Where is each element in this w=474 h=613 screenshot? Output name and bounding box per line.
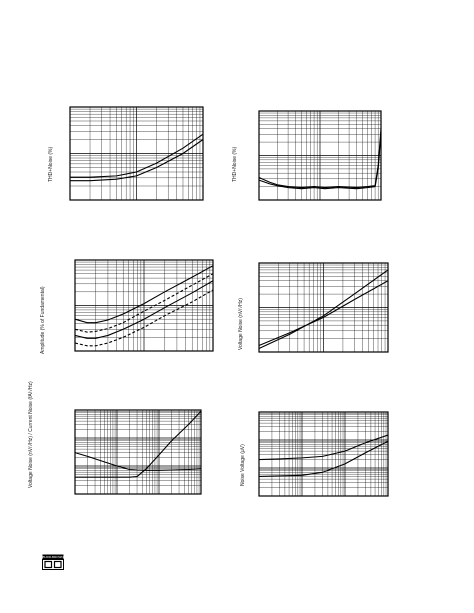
chart-3 bbox=[75, 260, 213, 351]
series-line-1 bbox=[259, 435, 388, 460]
chart-4 bbox=[259, 263, 388, 352]
grid bbox=[259, 263, 388, 352]
burr-brown-logo bbox=[42, 554, 64, 570]
plot-frame bbox=[259, 412, 388, 496]
y-axis-label: THD+Noise (%) bbox=[48, 146, 54, 182]
series-line-1 bbox=[75, 453, 201, 471]
y-axis-label: THD+Noise (%) bbox=[232, 146, 238, 182]
y-axis-label: Voltage Noise (nV/√Hz) bbox=[238, 298, 244, 350]
chart-6 bbox=[259, 412, 388, 496]
chart-1 bbox=[70, 107, 203, 200]
y-axis-label: Amplitude (% of Fundamental) bbox=[40, 286, 46, 354]
y-axis-label: Noise Voltage (µV) bbox=[240, 444, 246, 486]
svg-text:BURR-BROWN: BURR-BROWN bbox=[42, 555, 64, 559]
grid bbox=[259, 412, 388, 496]
grid bbox=[75, 260, 213, 351]
grid bbox=[75, 410, 201, 494]
plot-frame bbox=[75, 410, 201, 494]
y-axis-label: Voltage Noise (nV/√Hz) / Current Noise (fA/√Hz) bbox=[28, 381, 34, 488]
chart-5 bbox=[75, 410, 201, 494]
chart-2 bbox=[259, 111, 381, 200]
